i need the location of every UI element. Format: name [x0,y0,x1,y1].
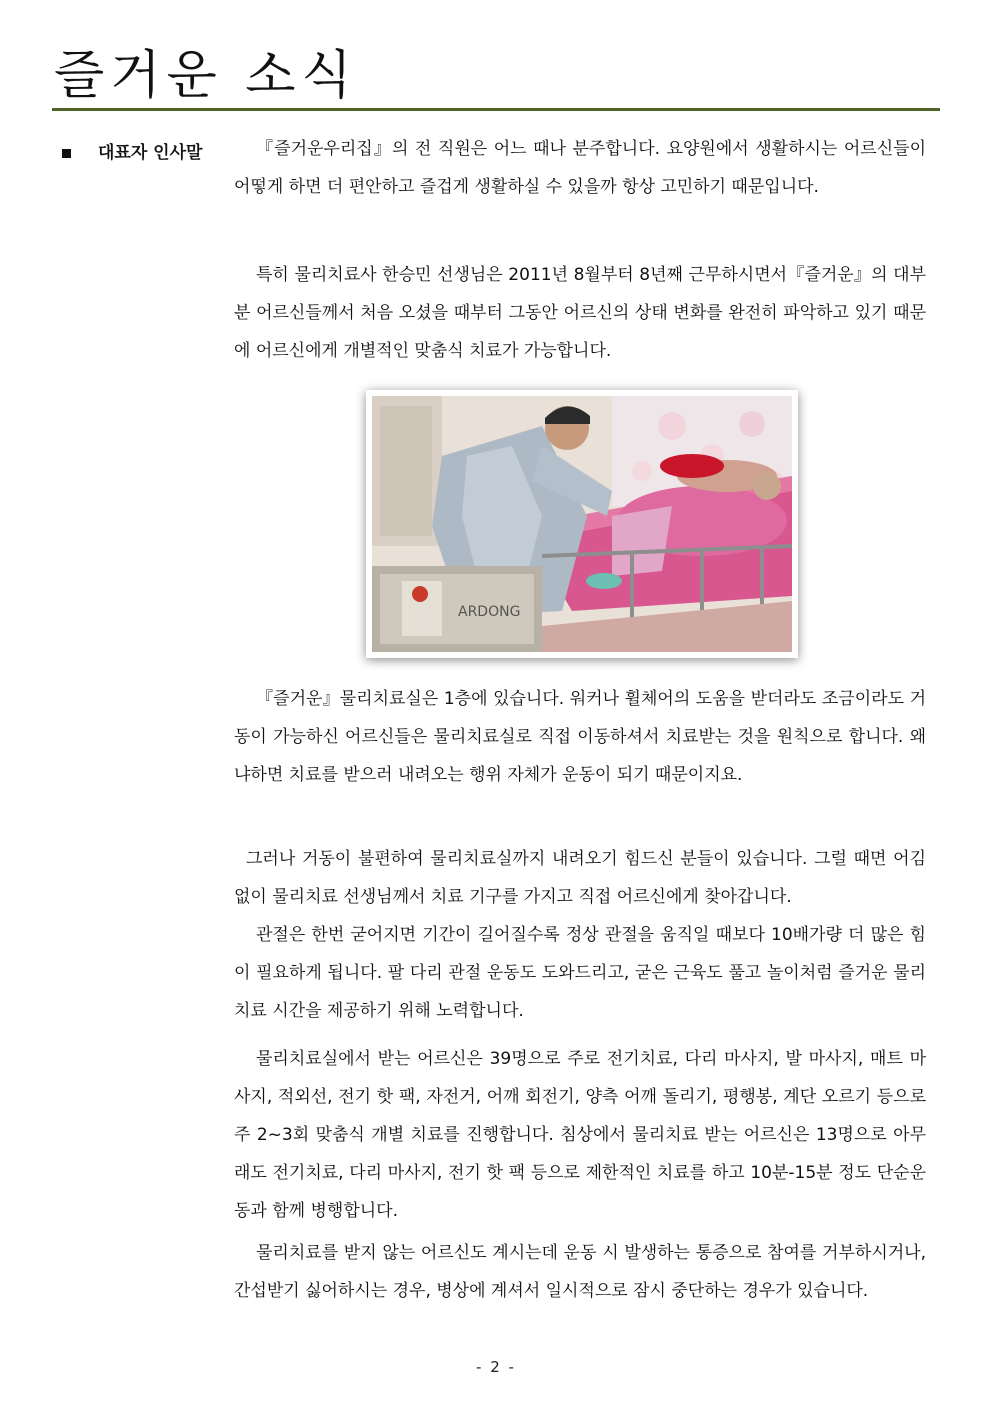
square-bullet-icon [62,149,71,158]
paragraph-4: 그러나 거동이 불편하여 물리치료실까지 내려오기 힘드신 분들이 있습니다. 그럴 때면 어김없이 물리치료 선생님께서 치료 기구를 가지고 직접 어르신에게 찾아갑니다. [234,849,926,907]
paragraph-5: 관절은 한번 굳어지면 기간이 길어질수록 정상 관절을 움직일 때보다 10배가량 더 많은 힘이 필요하게 됩니다. 팔 다리 관절 운동도 도와드리고, 굳은 근육도 풀고 놀이처럼 즐거운 물리치료 시간을 제공하기 위해 노력합니다. [234,925,926,1021]
bed-brand-label: ARDONG [458,604,521,620]
paragraph-7: 물리치료를 받지 않는 어르신도 계시는데 운동 시 발생하는 통증으로 참여를 거부하시거나, 간섭받기 싫어하시는 경우, 병상에 계셔서 일시적으로 잠시 중단하는 경우가 있습니다. [234,1243,926,1301]
paragraph-2: 특히 물리치료사 한승민 선생님은 2011년 8월부터 8년째 근무하시면서『즐거운』의 대부분 어르신들께서 처음 오셨을 때부터 그동안 어르신의 상태 변화를 완전히 파악하고 있기 때문에 어르신에게 개별적인 맞춤식 치료가 가능합니다. [234,265,926,361]
paragraph-6: 물리치료실에서 받는 어르신은 39명으로 주로 전기치료, 다리 마사지, 발 마사지, 매트 마사지, 적외선, 전기 핫 팩, 자전거, 어깨 회전기, 양측 어깨 돌리기, 평행봉, 계단 오르기 등으로 주 2~3회 맞춤식 개별 치료를 진행합니다. 침상에서 물리치료 받는 어르신은 13명으로 아무래도 전기치료, 다리 마사지, 전기 핫 팩 등으로 제한적인 치료를 하고 10분-15분 정도 단순운동과 함께 병행합니다. [234,1049,926,1221]
section-heading [62,140,202,166]
section-heading-label: 대표자 인사말 [98,143,203,163]
paragraph-3: 『즐거운』물리치료실은 1층에 있습니다. 워커나 휠체어의 도움을 받더라도 조금이라도 거동이 가능하신 어르신들은 물리치료실로 직접 이동하셔서 치료받는 것을 원칙으로 합니다. 왜냐하면 치료를 받으러 내려오는 행위 자체가 운동이 되기 때문이지요. [234,689,926,785]
therapy-photo-illustration [372,396,792,652]
page-title: 즐거운 소식 [54,46,358,106]
title-divider [52,108,940,111]
page-number: - 2 - [476,1358,516,1376]
therapy-photo [366,390,798,658]
paragraph-1: 『즐거운우리집』의 전 직원은 어느 때나 분주합니다. 요양원에서 생활하시는 어르신들이 어떻게 하면 더 편안하고 즐겁게 생활하실 수 있을까 항상 고민하기 때문입니다. [234,139,926,197]
